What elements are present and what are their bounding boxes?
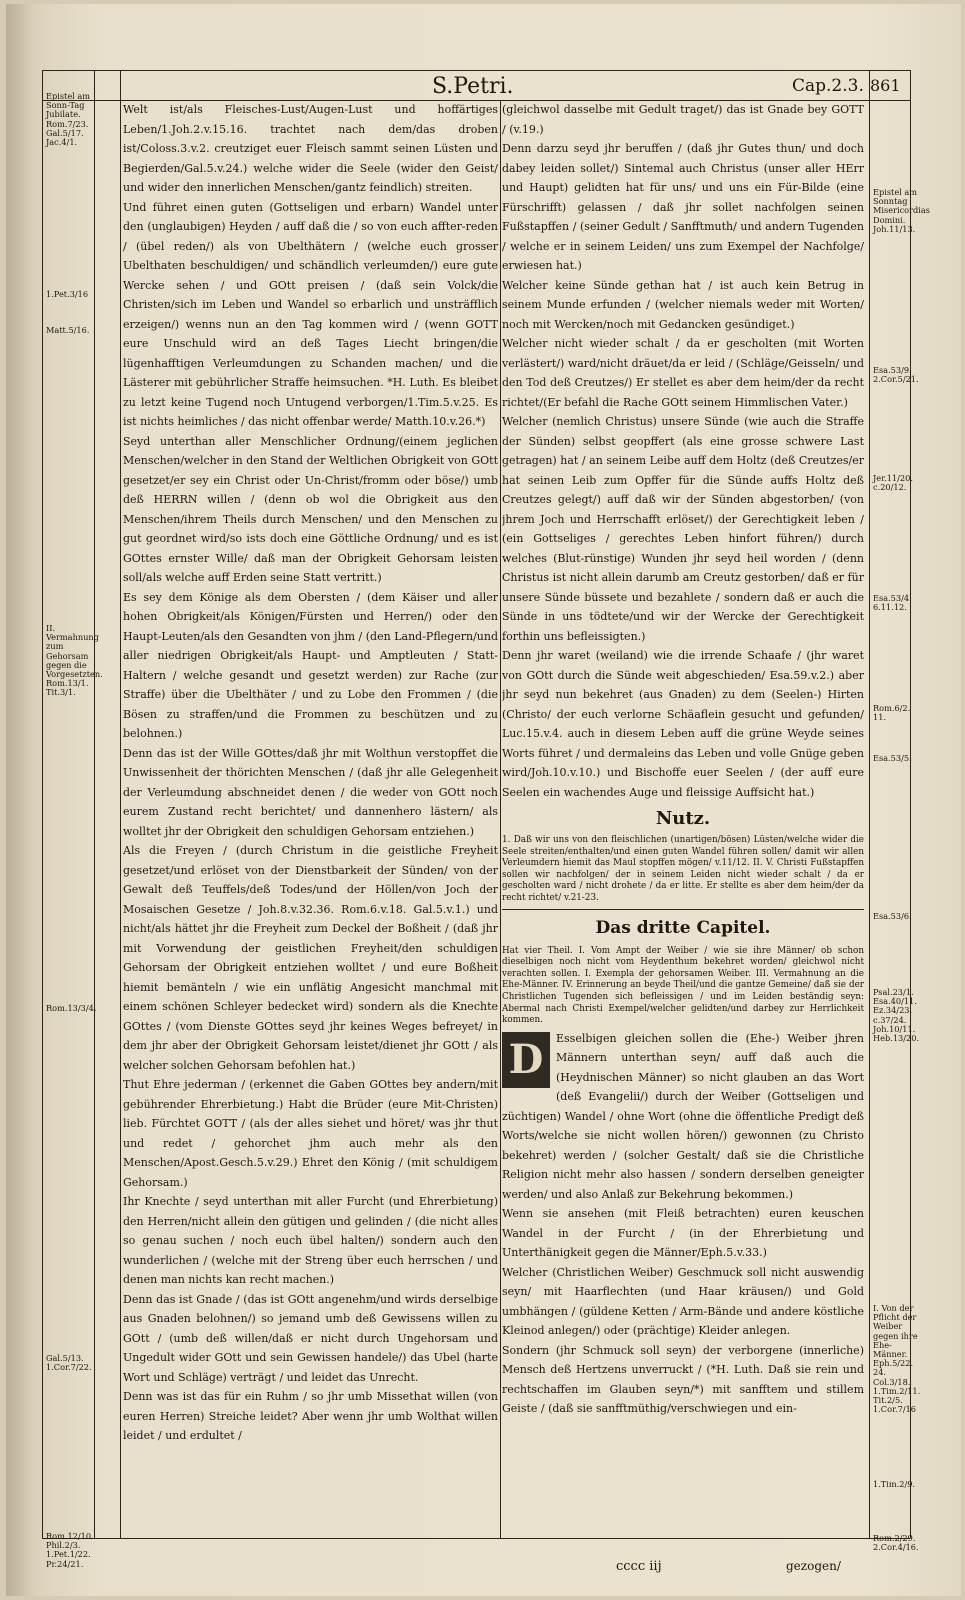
margin-note: Epistel am Sonntag Misericordias Domini. Joh.11/13.	[873, 187, 930, 234]
verse	[502, 139, 864, 276]
margin-note: Matt.5/16.	[46, 325, 90, 335]
verse-text: Es sey dem Könige als dem Obersten / (dem Käiser und aller hohen Obrigkeit/als Königen/Fürsten und Herren/) oder den Haupt-Leuten/als den Gesandten von jhm / (den Land-Pflegern/und aller niedrigen Obrigkeit/als Haupt- und Amptleuten / Statt-Haltern / welche gesandt und gesetzt werden) zur Rache (zur Straffe) über die Ubelthäter / und zu Lobe den Frommen / (die Bösen zu straffen/und die Frommen zu beschützen und zu belohnen.)	[123, 590, 498, 740]
verse	[123, 588, 498, 744]
verse	[502, 1341, 864, 1419]
right-text-column	[502, 100, 864, 1536]
verse-text: Welcher (nemlich Christus) unsere Sünde (wie auch die Straffe der Sünden) selbst geopffert (als eine grosse schwere Last getragen) hat / an seinem Leibe auff dem Holtz (deß Creutzes/er hat seinen Leib zum Opffer für die Sünde auffs Holtz deß Creutzes gelegt/) auff daß wir der Sünden abgestorben/ (von jhrem Joch und Herrschafft erlöset/) der Gerechtigkeit leben / (ein Gottseliges / gerechtes Leben hinfort führen/) durch welches (Blut-rünstige) Wunden jhr seyd heil worden / (denn Christus ist nicht allein darumb am Creutz gestorben/ daß er für unsere Sünde büssete und bezahlete / sondern daß er auch die Sünde in uns tödtete/und wir der Wercke der Gerechtigkeit forthin uns befleissigten.)	[502, 415, 864, 643]
verse	[502, 100, 864, 139]
verse	[123, 100, 498, 198]
left-text-column	[123, 100, 498, 1536]
margin-note: Rom.12/10. Phil.2/3. 1.Pet.1/22. Pr.24/21.	[46, 1531, 94, 1569]
verse-text: Seyd unterthan aller Menschlicher Ordnung/(einem jeglichen Menschen/welcher in den Stand der Weltlichen Obrigkeit von GOtt gesetzet/er sey ein Christ oder Un-Christ/fromm oder böse/) umb deß HERRN willen / (denn ob wol die Obrigkeit aus den Menschen/ihrem Theils durch Menschen/ und den Menschen zu gut geordnet wird/so ists doch eine Göttliche Ordnung/ und es ist GOttes ernster Wille/ daß man der Obrigkeit Gehorsam leisten soll/als welche auff Erden seine Statt vertritt.)	[123, 434, 498, 584]
running-header	[102, 74, 901, 100]
verse	[502, 412, 864, 646]
frame-bottom-rule	[42, 1538, 910, 1539]
verse-text: Ihr Knechte / seyd unterthan mit aller Furcht (und Ehrerbietung) den Herren/nicht allein den gütigen und gelinden / (die nicht alles so genau suchen / noch euch übel halten/) sondern auch den wunderlichen / (welche mit der Streng über euch herrschen / und denen man nichts kan recht machen.)	[123, 1195, 498, 1286]
verse	[123, 198, 498, 432]
frame-top-rule	[42, 70, 910, 71]
nutz-text: 1. Daß wir uns von den fleischlichen (unartigen/bösen) Lüsten/welche wider die Seele streiten/enthalten/und einen guten Wandel führen sollen/ damit wir allen Verleumdern hiemit das Maul stopffen mögen/ v.11/12. II. V. Christi Fußstapffen sollen wir nachfolgen/ der in seinem Leiden nicht wieder schalt / da er gescholten ward / nicht drohete / da er litte. Er stellte es aber dem heim/der da recht richtet/ v.21-23.	[502, 835, 864, 903]
verse-text: Als die Freyen / (durch Christum in die geistliche Freyheit gesetzet/und erlöset von der Dienstbarkeit der Sünden/ von der Gewalt deß Teuffels/deß Todes/und der Höllen/von Joch der Mosaischen Gesetze / Joh.8.v.32.36. Rom.6.v.18. Gal.5.v.1.) und nicht/als hättet jhr die Freyheit zum Deckel der Boßheit / (daß jhr mit Vorwendung der geistlichen Freyheit/den schuldigen Gehorsam der Obrigkeit entziehen wolltet / und eure Boßheit hiemit bemänteln / wie ein unflätig Angesicht manchmal mit einem schönen Schleyer bedecket wird) sondern als die Knechte GOttes / (vom Dienste GOttes seyd jhr keines Weges befreyet/ in dem jhr aber der Obrigkeit Gehorsam leistet/dienet jhr GOtt / als welcher solchen Gehorsam befohlen hat.)	[123, 844, 498, 1072]
margin-note: Rom.13/3/4.	[46, 1003, 97, 1013]
verse	[502, 646, 864, 802]
margin-note: Jer.11/20. c.20/12.	[873, 473, 913, 493]
chapter-reference: Cap.2.3.	[792, 76, 864, 96]
margin-note: Epistel am Sonn-Tag Jubilate. Rom.7/23. Gal.5/17. Jac.4/1.	[46, 91, 91, 148]
verse	[123, 432, 498, 588]
verse	[123, 841, 498, 1075]
margin-right-rule	[869, 70, 870, 1538]
right-margin-notes	[873, 4, 930, 1564]
verse-text: Wenn sie ansehen (mit Fleiß betrachten) euren keuschen Wandel in der Furcht / (in der Ehrerbietung und Unterthänigkeit gegen die Männer/Eph.5.v.33.)	[502, 1207, 864, 1260]
verse-text: Sondern (jhr Schmuck soll seyn) der verborgene (innerliche) Mensch deß Hertzens unverruckt / (*H. Luth. Daß sie rein und rechtschaffen im Glauben seyn/*) mit sanfftem und stillem Geiste / (daß sie sanfftmüthig/verschwiegen und ein-	[502, 1343, 864, 1416]
section-rule	[502, 909, 864, 910]
right-verses-top	[502, 100, 864, 802]
verse-text: Denn darzu seyd jhr beruffen / (daß jhr Gutes thun/ und doch dabey leiden sollet/) Sintemal auch Christus (unser aller HErr und Haupt) gelidten hat für uns/ und uns ein Für-Bilde (eine Fürschrifft) gelassen / daß jhr sollet nachfolgen seinen Fußstapffen / (seiner Gedult / Sanfftmuth/ und andern Tugenden / welche er in seinem Leiden/ uns zum Exempel der Nachfolge/ erwiesen hat.)	[502, 142, 864, 272]
right-verses-bottom	[502, 1029, 864, 1419]
chapter-heading: Das dritte Capitel.	[595, 917, 771, 938]
verse-text: Welcher nicht wieder schalt / da er gescholten (mit Worten verlästert/) ward/nicht dräuet/da er leid / (Schläge/Geisseln/ und den Tod deß Creutzes/) Er stellet es aber dem heim/der da recht richtet/(Er befahl die Rache GOtt seinem Himmlischen Vater.)	[502, 337, 864, 409]
catchword: gezogen/	[786, 1559, 841, 1573]
verse	[123, 744, 498, 842]
verse-text: (gleichwol dasselbe mit Gedult traget/) das ist Gnade bey GOTT / (v.19.)	[502, 103, 864, 136]
verse	[502, 1029, 864, 1205]
frame-left-rule	[42, 70, 43, 1538]
verse	[502, 1263, 864, 1341]
verse-text: Welt ist/als Fleisches-Lust/Augen-Lust und hoffärtiges Leben/1.Joh.2.v.15.16. trachtet nach dem/das droben ist/Coloss.3.v.2. creutziget euer Fleisch sammt seinen Lüsten und Begierden/Gal.5.v.24.) welche wider die Seele (wider den Geist/ und wider den innerlichen Menschen/gantz feindlich) streiten.	[123, 103, 498, 194]
verse-text: Welcher keine Sünde gethan hat / ist auch kein Betrug in seinem Munde erfunden / (welcher niemals weder mit Worten/ noch mit Wercken/noch mit Gedancken gesündiget.)	[502, 278, 864, 331]
running-title: S.Petri.	[432, 74, 514, 99]
verse-text: Thut Ehre jederman / (erkennet die Gaben GOttes bey andern/mit gebührender Ehrerbietung.) Habt die Brüder (eure Mit-Christen) lieb. Fürchtet GOTT / (als der alles siehet und höret/ was jhr thut und redet / gehorchet jhm auch mehr als den Menschen/Apost.Gesch.5.v.29.) Ehret den König / (mit schuldigem Gehorsam.)	[123, 1078, 498, 1189]
verse-text: Denn das ist der Wille GOttes/daß jhr mit Wolthun verstopffet die Unwissenheit der thörichten Menschen / (daß jhr alle Gelegenheit der Verleumdung abschneidet denen / die weder von GOtt noch eurem Zustand recht berichtet/ und dannenhero lästern/ als wolltet jhr der Obrigkeit den schuldigen Gehorsam entziehen.)	[123, 746, 498, 838]
page-number: 861	[870, 76, 901, 95]
verse	[502, 334, 864, 412]
column-divider	[500, 100, 501, 1538]
margin-note: Esa.53/4. 6.11.12.	[873, 593, 912, 613]
margin-note: Esa.53/5.	[873, 753, 912, 763]
margin-note: Rom.6/2. 11.	[873, 703, 911, 723]
verse	[123, 1387, 498, 1446]
verse-number-rule	[120, 70, 121, 1538]
verse-text: Denn jhr waret (weiland) wie die irrende Schaafe / (jhr waret von GOtt durch die Sünde weit abgeschieden/ Esa.59.v.2.) aber jhr seyd nun bekehret (aus Gnaden) zu dem (Seelen-) Hirten (Christo/ der euch verlorne Schäaflein gesucht und gefunden/ Luc.15.v.4. auch in diesem Leben auff die grüne Weyde seines Worts führet / und dermaleins das Leben und volle Gnüge geben wird/Joh.10.v.10.) und Bischoffe euer Seelen / (der auff eure Seelen ein wachendes Auge und fleissige Auffsicht hat.)	[502, 649, 864, 799]
margin-note: 1.Pet.3/16	[46, 289, 89, 299]
left-margin-notes	[46, 4, 103, 1569]
margin-note: II. Vermahnung zum Gehorsam gegen die Vorgesetzten. Rom.13/1. Tit.3/1.	[46, 623, 103, 698]
verse-text: Esselbigen gleichen sollen die (Ehe-) Weiber jhren Männern unterthan seyn/ auff daß auch die (Heydnischen Männer) so nicht glauben an das Wort (deß Evangelii/) durch der Weiber (Gottseligen und züchtigen) Wandel / ohne Wort (ohne die öffentliche Predigt deß Worts/welche sie nicht wollen hören/) gewonnen (zu Christo bekehret) werden / (solcher Gestalt/ daß sie die Christliche Religion nicht mehr also hassen / sondern derselben geneigter werden/ und also Anlaß zur Bekehrung bekommen.)	[502, 1031, 864, 1201]
verse	[123, 1192, 498, 1290]
margin-note: Rom.2/29. 2.Cor.4/16.	[873, 1533, 919, 1553]
verse	[502, 276, 864, 335]
margin-note: Psal.23/1. Esa.40/11. Ez.34/23. c.37/24. Joh.10/11. Heb.13/20.	[873, 987, 920, 1044]
verse-text: Denn das ist Gnade / (das ist GOtt angenehm/und wirds derselbige aus Gnaden belohnen/) so jemand umb deß Gewissens willen zu GOtt / (umb deß willen/daß er nicht durch Ungehorsam und Ungedult wider GOtt und sein Gewissen handele/) das Ubel (harte Wort und Schläge) verträgt / und leidet das Unrecht.	[123, 1292, 498, 1384]
signature-mark: cccc iij	[616, 1559, 662, 1574]
verse	[123, 1075, 498, 1192]
chapter-summary: Hat vier Theil. I. Vom Ampt der Weiber / wie sie ihre Männer/ ob schon dieselbigen noch nicht vom Heydenthum bekehret worden/ gleichwol nicht verachten sollen. I. Exempla der gehorsamen Weiber. III. Vermahnung an die Ehe-Männer. IV. Erinnerung an beyde Theil/und die gantze Gemeine/ daß sie der Christlichen Tugenden sich befleissigen / und im Leiden beständig seyn: Abermal nach Christi Exempel/welcher gelidten/und darbey zur Herrlichkeit kommen.	[502, 945, 864, 1026]
nutz-heading: Nutz.	[655, 808, 711, 829]
verse	[502, 1204, 864, 1263]
verse-text: Denn was ist das für ein Ruhm / so jhr umb Missethat willen (von euren Herren) Streiche leidet? Aber wenn jhr umb Wolthat willen leidet / und erdultet /	[123, 1390, 498, 1442]
margin-note: I. Von der Pflicht der Weiber gegen ihre Ehe-Männer. Eph.5/22. 24. Col.3/18. 1.Tim.2/11. Tit.2/5. 1.Cor.7/16	[873, 1303, 921, 1415]
verse	[123, 1290, 498, 1388]
margin-note: Esa.53/6.	[873, 911, 912, 921]
drop-cap-initial: D	[502, 1032, 550, 1088]
margin-note: Esa.53/9. 2.Cor.5/21.	[873, 365, 919, 385]
verse-text: Und führet einen guten (Gottseligen und erbarn) Wandel unter den (unglaubigen) Heyden / auff daß die / so von euch affter-reden / (übel reden/) als von Ubelthätern / (welche euch grosser Ubelthaten beschuldigen/ und schändlich verleumden/) eure gute Wercke sehen / und GOtt preisen / (daß sein Volck/die Christen/sich im Leben und Wandel so erbarlich und unsträfflich erzeigen/) wenns nun an den Tag kommen wird / (wenn GOTT eure Unschuld wird an deß Tages Liecht bringen/die lügenhafftigen Verleumdungen zu Schanden machen/ und die Lästerer mit gebührlicher Straffe heimsuchen. *H. Luth. Es bleibet zu letzt keine Tugend noch Untugend verborgen/1.Tim.5.v.25. Es ist nichts heimliches / das nicht offenbar werde/ Matth.10.v.26.*)	[123, 200, 498, 428]
margin-note: 1.Tim.2/9.	[873, 1479, 916, 1489]
verse-text: Welcher (Christlichen Weiber) Geschmuck soll nicht auswendig seyn/ mit Haarflechten (und Haar kräusen/) und Gold umbhängen / (güldene Ketten / Arm-Bände und andere köstliche Kleinod anlegen/) oder (prächtige) Kleider anlegen.	[502, 1265, 864, 1338]
book-page	[6, 4, 961, 1596]
margin-note: Gal.5/13. 1.Cor.7/22.	[46, 1353, 92, 1373]
